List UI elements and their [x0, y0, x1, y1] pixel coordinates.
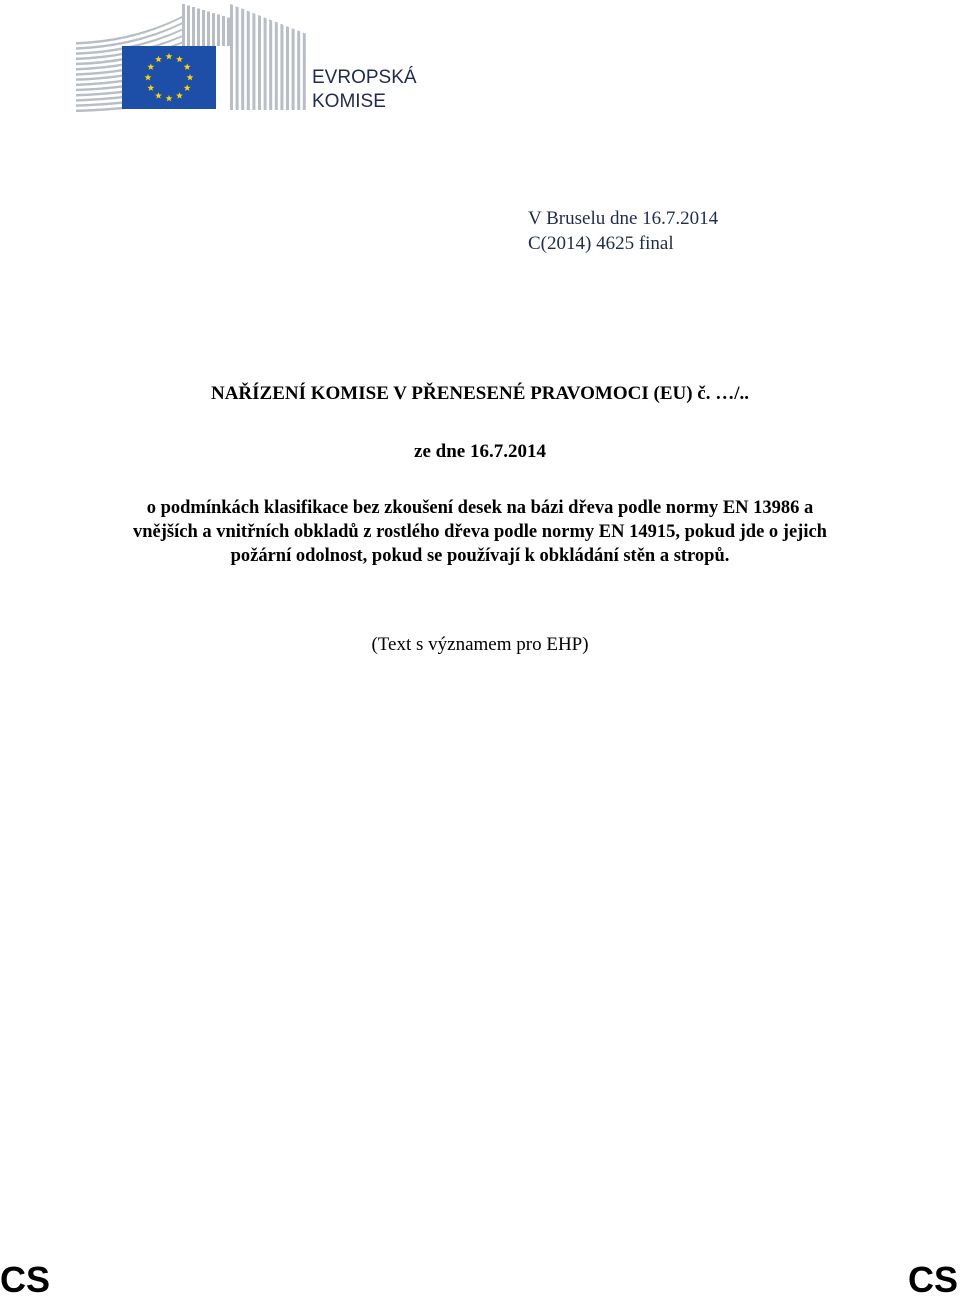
- org-name-line1: EVROPSKÁ: [312, 67, 417, 88]
- building-stripe: [230, 4, 233, 110]
- building-stripe: [286, 26, 289, 110]
- building-stripe: [252, 13, 255, 110]
- document-meta: [528, 206, 718, 256]
- building-stripe: [187, 6, 190, 47]
- building-stripe: [241, 8, 244, 110]
- building-stripe: [222, 16, 225, 46]
- commission-building-icon: [74, 0, 314, 125]
- building-stripe: [236, 6, 239, 110]
- building-stripe: [202, 10, 205, 46]
- building-stripe: [207, 12, 210, 47]
- building-stripe: [264, 17, 267, 110]
- regulation-title: NAŘÍZENÍ KOMISE V PŘENESENÉ PRAVOMOCI (EU) č. …/..: [210, 383, 749, 404]
- org-name-line2: KOMISE: [312, 91, 386, 112]
- building-stripe: [297, 30, 300, 110]
- building-stripe: [227, 18, 230, 47]
- building-stripe: [217, 15, 220, 47]
- subject-line: vnějších a vnitřních obkladů z rostlého dřeva podle normy EN 14915, pokud jde o jejich: [133, 522, 827, 542]
- language-code-left: CS: [0, 1259, 51, 1300]
- building-stripe: [192, 7, 195, 46]
- document-reference: C(2014) 4625 final: [528, 233, 674, 254]
- organization-name: [312, 66, 417, 114]
- building-stripe: [280, 24, 283, 110]
- subject-line: o podmínkách klasifikace bez zkoušení desek na bázi dřeva podle normy EN 13986 a: [146, 498, 814, 518]
- regulation-subject: [66, 496, 894, 568]
- building-stripe: [197, 9, 200, 47]
- building-stripe: [247, 11, 250, 110]
- building-stripe: [212, 13, 215, 46]
- building-stripe: [269, 19, 272, 110]
- building-stripe: [182, 4, 185, 46]
- building-stripe: [292, 28, 295, 110]
- eea-relevance-note: (Text s významem pro EHP): [371, 634, 589, 655]
- european-commission-logo: [74, 0, 434, 125]
- building-stripe: [303, 33, 306, 110]
- regulation-date: ze dne 16.7.2014: [414, 441, 546, 462]
- place-and-date: V Bruselu dne 16.7.2014: [528, 208, 719, 229]
- building-stripe: [275, 22, 278, 110]
- subject-line: požární odolnost, pokud se používají k obkládání stěn a stropů.: [230, 546, 730, 566]
- language-code-right: CS: [907, 1259, 958, 1300]
- building-stripe: [258, 15, 261, 110]
